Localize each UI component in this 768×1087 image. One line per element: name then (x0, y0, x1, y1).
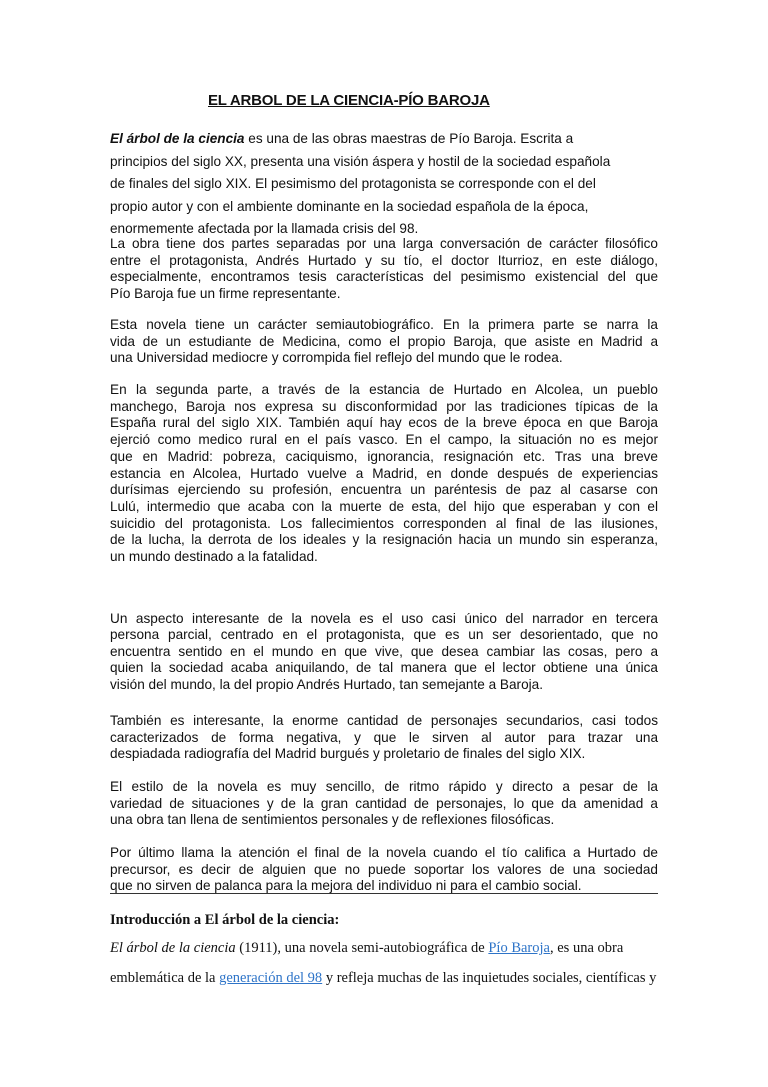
paragraph-line: una Universidad mediocre y corrompida fiel reflejo del mundo que le rodea. (110, 350, 563, 366)
paragraph-line: En la segunda parte, a través de la estancia de Hurtado en Alcolea, un pueblo (110, 382, 658, 397)
book-title-italic: El árbol de la ciencia (110, 940, 236, 956)
paragraph-line: El estilo de la novela es muy sencillo, de ritmo rápido y directo a pesar de la (110, 779, 658, 794)
paragraph-line: Por último llama la atención el final de la novela cuando el tío califica a Hurtado de (110, 845, 658, 860)
paragraph-line: durísimas ejerciendo su profesión, encuentra un paréntesis de paz al casarse con (110, 482, 658, 498)
paragraph-line: de la lucha, la derrota de los ideales y la resignación hacia un mundo sin esperanza, (110, 532, 658, 548)
intro-line-1: El árbol de la ciencia (1911), una novela semi-autobiográfica de Pío Baroja, es una obra (110, 940, 624, 956)
paragraph-line: Pío Baroja fue un firme representante. (110, 286, 341, 302)
paragraph-line: principios del siglo XX, presenta una visión áspera y hostil de la sociedad española (110, 153, 611, 169)
paragraph-line: ejerció como medico rural en el país vasco. En el campo, la situación no es mejor (110, 432, 658, 448)
paragraph-line: una obra tan llena de sentimientos personales y de reflexiones filosóficas. (110, 812, 555, 828)
paragraph-line: La obra tiene dos partes separadas por una larga conversación de carácter filosófico (110, 236, 658, 251)
paragraph-line: persona parcial, centrado en el protagonista, que es un ser desorientado, que no (110, 627, 658, 643)
paragraph-line: que en Madrid: pobreza, caciquismo, ignorancia, resignación etc. Tras una breve (110, 448, 658, 464)
paragraph-line: Lulú, intermedio que acaba con la muerte de esta, del hijo que esperaban y con el (110, 498, 658, 514)
paragraph-line: visión del mundo, la del propio Andrés Hurtado, tan semejante a Baroja. (110, 676, 543, 692)
paragraph-narrator (110, 611, 658, 693)
paragraph-line: de finales del siglo XIX. El pesimismo del protagonista se corresponde con el del (110, 176, 596, 192)
paragraph-line: entre el protagonista, Andrés Hurtado y su tío, el doctor Iturrioz, en este diálogo, (110, 252, 658, 268)
paragraph-line: manchego, Baroja nos expresa su disconformidad por las tradiciones típicas de la (110, 398, 658, 414)
paragraph-line: Esta novela tiene un carácter semiautobiográfico. En la primera parte se narra la (110, 317, 658, 332)
paragraph-ending (110, 845, 658, 895)
paragraph-semiautobiographical (110, 317, 658, 367)
paragraph-style (110, 779, 658, 829)
intro-line-2: emblemática de la generación del 98 y refleja muchas de las inquietudes sociales, científicas y (110, 970, 657, 986)
paragraph-line: estancia en Alcolea, Hurtado vuelve a Madrid, en donde después de experiencias (110, 465, 658, 481)
paragraph-line: variedad de situaciones y de la gran cantidad de personajes, lo que da amenidad a (110, 795, 658, 811)
book-title: El árbol de la ciencia (110, 131, 245, 146)
horizontal-divider (110, 893, 658, 894)
paragraph-intro (110, 128, 658, 241)
paragraph-line: despiadada radiografía del Madrid burgués y proletario de finales del siglo XIX. (110, 746, 586, 762)
paragraph-line: que no sirven de palanca para la mejora del individuo ni para el cambio social. (110, 878, 582, 894)
pio-baroja-link[interactable]: Pío Baroja (488, 940, 550, 956)
paragraph-line: encuentra sentido en el mundo en que vive, que desea cambiar las cosas, pero a (110, 643, 658, 659)
paragraph-line: propio autor y con el ambiente dominante en la sociedad española de la época, (110, 198, 589, 214)
paragraph-line: El árbol de la ciencia es una de las obras maestras de Pío Baroja. Escrita a (110, 131, 574, 146)
paragraph-second-part (110, 382, 658, 566)
generacion-98-link[interactable]: generación del 98 (219, 970, 323, 986)
paragraph-secondary-characters (110, 713, 658, 763)
paragraph-line: precursor, es decir de alguien que no puede soportar los valores de una sociedad (110, 861, 658, 877)
document-title: EL ARBOL DE LA CIENCIA-PÍO BAROJA (208, 92, 490, 109)
paragraph-line: enormemente afectada por la llamada crisis del 98. (110, 221, 419, 237)
paragraph-line: un mundo destinado a la fatalidad. (110, 549, 318, 565)
paragraph-line: suicidio del protagonista. Los fallecimientos corresponden al final de las ilusiones, (110, 515, 658, 531)
paragraph-two-parts (110, 236, 658, 303)
paragraph-line: España rural del siglo XIX. También aquí hay ecos de la breve época en que Baroja (110, 415, 658, 431)
paragraph-line: especialmente, encontramos tesis características del pesimismo existencial del que (110, 269, 658, 285)
paragraph-line: También es interesante, la enorme cantidad de personajes secundarios, casi todos (110, 713, 658, 728)
paragraph-line: quien la sociedad acaba aniquilando, de tal manera que el lector obtiene una única (110, 660, 658, 676)
paragraph-line: caracterizados de forma negativa, y que le sirven al autor para trazar una (110, 729, 658, 745)
intro-heading: Introducción a El árbol de la ciencia: (110, 912, 340, 928)
paragraph-line: Un aspecto interesante de la novela es el uso casi único del narrador en tercera (110, 611, 658, 626)
paragraph-line: vida de un estudiante de Medicina, como el propio Baroja, que asiste en Madrid a (110, 333, 658, 349)
